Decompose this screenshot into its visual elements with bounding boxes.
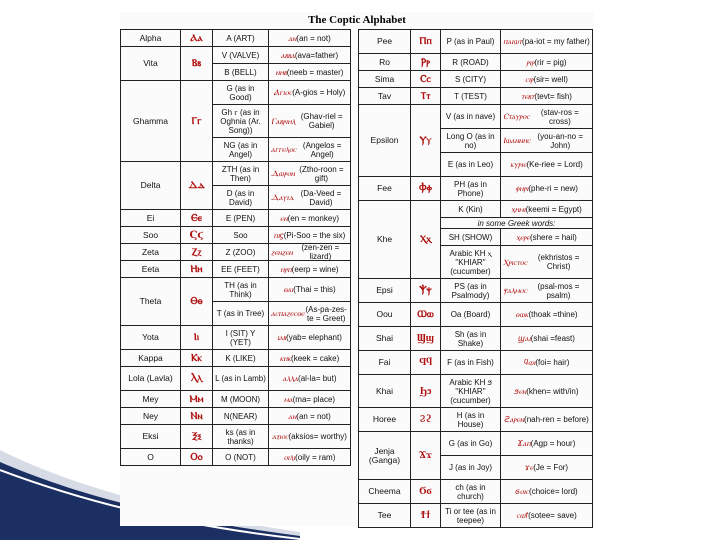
coptic-example-word: ⲯⲁⲗⲙⲟⲥ: [503, 286, 527, 295]
letter-name: Mey: [121, 391, 181, 408]
example-gloss: (Ghav-riel = Gabiel): [300, 112, 343, 130]
example-cell: [501, 129, 593, 153]
example-gloss: (foi= hair): [535, 358, 570, 367]
letter-name: Khai: [359, 375, 411, 408]
example-gloss: (As-pa-zes-te = Greet): [305, 304, 347, 323]
pronunciation-cell: K (Kin): [441, 201, 501, 218]
example-cell: [501, 88, 593, 105]
chart-title: The Coptic Alphabet: [308, 14, 406, 26]
coptic-example-word: ⲉⲛ: [280, 213, 288, 223]
example-cell: [269, 30, 351, 47]
coptic-letter-glyph: Ⲥⲥ: [411, 71, 441, 88]
example-gloss: (neeb = master): [286, 67, 344, 77]
pronunciation-cell: Z (ZOO): [213, 244, 269, 261]
coptic-example-word: ⲁⲛ: [288, 411, 297, 421]
coptic-letter-glyph: Ⲗⲗ: [181, 367, 213, 391]
coptic-example-word: Ⲅⲁⲃⲣⲓⲏⲗ: [271, 116, 296, 126]
example-gloss: (zen-zen = lizard): [301, 244, 340, 261]
coptic-letter-glyph: Ⲉⲉ: [181, 210, 213, 227]
example-cell: [269, 64, 351, 81]
example-cell: [501, 54, 593, 71]
letter-name: Yota: [121, 326, 181, 350]
example-cell: [269, 391, 351, 408]
pronunciation-cell: V (VALVE): [213, 47, 269, 64]
example-cell: [269, 449, 351, 466]
coptic-letter-glyph: Ⲇⲇ: [181, 162, 213, 210]
example-cell: [269, 210, 351, 227]
pronunciation-cell: R (ROAD): [441, 54, 501, 71]
alphabet-table-right: [358, 29, 593, 528]
coptic-letter-glyph: Ⲧⲧ: [411, 88, 441, 105]
pronunciation-cell: O (NOT): [213, 449, 269, 466]
example-cell: [269, 227, 351, 244]
coptic-example-word: ⲕⲩⲣⲓⲉ: [510, 160, 527, 169]
coptic-example-word: ⲁⲥⲡⲁⲍⲉⲥⲑⲉ: [271, 309, 305, 318]
pronunciation-cell: Soo: [213, 227, 269, 244]
pronunciation-cell: PS (as in Psalmody): [441, 279, 501, 303]
coptic-example-word: ⲑⲱⲕ: [515, 310, 529, 319]
example-gloss: (aksios= worthy): [288, 432, 347, 441]
example-cell: [501, 153, 593, 177]
example-gloss: (psal-mos = psalm): [537, 281, 580, 300]
example-gloss: (khen= with/in): [526, 386, 579, 396]
example-cell: [269, 105, 351, 138]
example-gloss: (rir = pig): [534, 57, 567, 67]
coptic-example-word: ⲕⲏⲕ: [279, 353, 292, 363]
letter-name: Pee: [359, 30, 411, 54]
letter-name: Kappa: [121, 350, 181, 367]
coptic-letter-glyph: Ϭϭ: [411, 480, 441, 504]
example-cell: [501, 279, 593, 303]
letter-name: Ei: [121, 210, 181, 227]
example-cell: [269, 186, 351, 210]
coptic-letter-glyph: Ϫϫ: [411, 432, 441, 480]
coptic-letter-glyph: Ⲝⲝ: [181, 425, 213, 449]
coptic-letter-glyph: Ϣϣ: [411, 327, 441, 351]
pronunciation-cell: I (SIT) Y (YET): [213, 326, 269, 350]
pronunciation-cell: K (LIKE): [213, 350, 269, 367]
coptic-letter-glyph: Ⲕⲕ: [181, 350, 213, 367]
example-gloss: (Angelos = Angel): [302, 140, 342, 159]
example-cell: [501, 105, 593, 129]
coptic-example-word: Ⲥⲧⲁⲩⲣⲟⲥ: [503, 112, 530, 121]
letter-name: Eksi: [121, 425, 181, 449]
example-cell: [269, 367, 351, 391]
coptic-example-word: ⲥⲓⲣ: [525, 74, 534, 84]
coptic-example-word: ⲁⲗⲗⲁ: [282, 374, 299, 383]
example-gloss: (Je = For): [533, 463, 569, 472]
example-cell: [501, 375, 593, 408]
coptic-example-word: Ⲭⲣⲓⲥⲧⲟⲥ: [503, 257, 528, 267]
example-gloss: (sotee= save): [528, 511, 577, 520]
example-cell: [501, 30, 593, 54]
pronunciation-cell: Arabic KH ϧ "KHIAR" (cucumber): [441, 375, 501, 408]
coptic-example-word: ⲁⲃⲃⲁ: [280, 50, 295, 60]
example-gloss: (ma= place): [292, 394, 336, 404]
example-gloss: (shai =feast): [530, 334, 575, 343]
coptic-example-word: Ⲇⲱⲣⲟⲛ: [271, 169, 295, 178]
pronunciation-cell: A (ART): [213, 30, 269, 47]
example-gloss: (Ztho-roon = gift): [299, 164, 344, 183]
coptic-letter-glyph: Ⲑⲑ: [181, 278, 213, 326]
letter-name: Oou: [359, 303, 411, 327]
coptic-letter-glyph: Ϥϥ: [411, 351, 441, 375]
pronunciation-cell: D (as in David): [213, 186, 269, 210]
pronunciation-cell: N(NEAR): [213, 408, 269, 425]
example-gloss: (Da-Veed = David): [300, 188, 342, 207]
coptic-example-word: ⲡⲁⲓⲱⲧ: [503, 37, 523, 46]
coptic-example-word: ϧⲉⲛ: [514, 386, 527, 396]
example-cell: [501, 177, 593, 201]
example-cell: [501, 303, 593, 327]
coptic-example-word: ⲑⲁⲓ: [283, 285, 294, 294]
coptic-example-word: ⲣⲓⲣ: [526, 57, 535, 67]
pronunciation-cell: P (as in Paul): [441, 30, 501, 54]
letter-name: Alpha: [121, 30, 181, 47]
example-cell: [501, 480, 593, 504]
example-gloss: (Agp = hour): [530, 439, 576, 448]
pronunciation-cell: ZTH (as in Then): [213, 162, 269, 186]
coptic-example-word: ⲭⲏⲙⲓ: [511, 204, 526, 214]
example-gloss: (tevt= fish): [534, 91, 572, 101]
usage-note: in some Greek words:: [441, 218, 593, 229]
letter-name: Epsi: [359, 279, 411, 303]
pronunciation-cell: Gh ⲅ (as in Oghnia (Ar. Song)): [213, 105, 269, 138]
coptic-example-word: Ⲇⲁⲩⲓⲇ: [271, 193, 294, 202]
coptic-letter-glyph: Ϧϧ: [411, 375, 441, 408]
example-cell: [269, 138, 351, 162]
example-gloss: (sir= well): [533, 74, 568, 84]
pronunciation-cell: PH (as in Phone): [441, 177, 501, 201]
coptic-example-word: ⲁⲛ: [288, 33, 297, 43]
coptic-letter-glyph: Ⲏⲏ: [181, 261, 213, 278]
example-cell: [501, 71, 593, 88]
letter-name: Lola (Lavla): [121, 367, 181, 391]
example-cell: [269, 302, 351, 326]
example-gloss: (an = not): [296, 411, 331, 421]
coptic-example-word: ϣⲁⲓ: [518, 334, 531, 343]
letter-name: Epsilon: [359, 105, 411, 177]
letter-name: Khe: [359, 201, 411, 279]
example-gloss: (oily = ram): [295, 452, 336, 462]
example-gloss: (keemi = Egypt): [525, 204, 582, 214]
example-cell: [501, 246, 593, 279]
coptic-example-word: Ϫⲁⲡ: [517, 439, 531, 448]
letter-name: O: [121, 449, 181, 466]
letter-name: Tav: [359, 88, 411, 105]
example-cell: [501, 351, 593, 375]
pronunciation-cell: T (TEST): [441, 88, 501, 105]
letter-name: Shai: [359, 327, 411, 351]
pronunciation-cell: Oa (Board): [441, 303, 501, 327]
letter-name: Vita: [121, 47, 181, 81]
coptic-letter-glyph: Ⲣⲣ: [411, 54, 441, 71]
example-gloss: (Pi-Soo = the six): [283, 230, 346, 240]
pronunciation-cell: V (as in nave): [441, 105, 501, 129]
example-gloss: (you-an-no = John): [537, 131, 583, 150]
pronunciation-cell: T (as in Tree): [213, 302, 269, 326]
letter-name: Ro: [359, 54, 411, 71]
example-gloss: (choice= lord): [529, 487, 578, 496]
coptic-example-word: ⲭⲉⲣⲉ: [516, 232, 530, 242]
coptic-example-word: ⲫⲏⲣⲓ: [515, 184, 529, 193]
letter-name: Eeta: [121, 261, 181, 278]
coptic-example-word: ϩⲁⲣⲉⲛ: [504, 415, 525, 424]
example-gloss: (yab= elephant): [286, 333, 342, 342]
example-gloss: (pa-iot = my father): [522, 37, 590, 46]
example-cell: [269, 350, 351, 367]
pronunciation-cell: Arabic KH ⲭ "KHIAR" (cucumber): [441, 246, 501, 279]
example-cell: [501, 456, 593, 480]
pronunciation-cell: F (as in Fish): [441, 351, 501, 375]
letter-name: Soo: [121, 227, 181, 244]
letter-name: Sima: [359, 71, 411, 88]
example-cell: [501, 408, 593, 432]
pronunciation-cell: H (as in House): [441, 408, 501, 432]
pronunciation-cell: ch (as in church): [441, 480, 501, 504]
coptic-example-word: ⲓⲁⲃ: [277, 333, 287, 342]
coptic-example-word: ⲁⲝⲓⲟⲥ: [272, 432, 289, 441]
example-cell: [269, 47, 351, 64]
coptic-example-word: Ⲁⲅⲓⲟⲥ: [273, 88, 293, 97]
example-cell: [269, 81, 351, 105]
coptic-letter-glyph: Ⲛⲛ: [181, 408, 213, 425]
coptic-letter-glyph: Ϩϩ: [411, 408, 441, 432]
example-cell: [501, 229, 593, 246]
coptic-letter-glyph: Ⲟⲟ: [181, 449, 213, 466]
pronunciation-cell: M (MOON): [213, 391, 269, 408]
example-gloss: (al-la= but): [298, 374, 337, 383]
pronunciation-cell: EE (FEET): [213, 261, 269, 278]
example-cell: [269, 408, 351, 425]
coptic-example-word: ⲛⲏⲃ: [275, 67, 287, 77]
example-cell: [269, 162, 351, 186]
coptic-letter-glyph: Ⲡⲡ: [411, 30, 441, 54]
pronunciation-cell: SH (SHOW): [441, 229, 501, 246]
example-gloss: (en = monkey): [287, 213, 339, 223]
pronunciation-cell: NG (as in Angel): [213, 138, 269, 162]
pronunciation-cell: B (BELL): [213, 64, 269, 81]
pronunciation-cell: G (as in Go): [441, 432, 501, 456]
letter-name: Horee: [359, 408, 411, 432]
coptic-letter-glyph: Ⲙⲙ: [181, 391, 213, 408]
pronunciation-cell: TH (as in Think): [213, 278, 269, 302]
example-gloss: (ekhristos = Christ): [537, 253, 580, 271]
letter-name: Fee: [359, 177, 411, 201]
example-gloss: (nah-ren = before): [524, 415, 589, 424]
pronunciation-cell: J (as in Joy): [441, 456, 501, 480]
coptic-letter-glyph: Ⲁⲁ: [181, 30, 213, 47]
letter-name: Zeta: [121, 244, 181, 261]
pronunciation-cell: Sh (as in Shake): [441, 327, 501, 351]
coptic-example-word: ⲟⲓⲗⲓ: [283, 452, 296, 462]
coptic-letter-glyph: Ϯϯ: [411, 504, 441, 528]
example-gloss: (Ke-riee = Lord): [526, 160, 583, 169]
example-gloss: (A-gios = Holy): [292, 88, 346, 97]
coptic-example-word: ⲧⲉⲃⲧ: [521, 91, 535, 101]
coptic-example-word: ⲥⲱϯ: [516, 511, 529, 520]
coptic-example-word: ϥⲱⲓ: [523, 358, 536, 367]
example-cell: [269, 326, 351, 350]
pronunciation-cell: S (CITY): [441, 71, 501, 88]
example-cell: [269, 278, 351, 302]
coptic-letter-glyph: Ϛϛ: [181, 227, 213, 244]
example-gloss: (eerp = wine): [291, 264, 339, 274]
coptic-letter-glyph: Ⲱⲱ: [411, 303, 441, 327]
alphabet-table-left: [120, 29, 351, 466]
coptic-letter-glyph: Ⲫⲫ: [411, 177, 441, 201]
coptic-example-word: ϭⲟⲓⲥ: [515, 487, 530, 496]
example-cell: [501, 504, 593, 528]
example-gloss: (an = not): [296, 33, 331, 43]
pronunciation-cell: E (PEN): [213, 210, 269, 227]
letter-name: Theta: [121, 278, 181, 326]
pronunciation-cell: ks (as in thanks): [213, 425, 269, 449]
coptic-example-word: ⲙⲁ: [283, 394, 293, 404]
pronunciation-cell: E (as in Leo): [441, 153, 501, 177]
letter-name: Tee: [359, 504, 411, 528]
example-gloss: (shere = hail): [529, 232, 577, 242]
coptic-letter-glyph: Ⲩⲩ: [411, 105, 441, 177]
example-cell: [269, 244, 351, 261]
coptic-example-word: Ⲓⲱⲁⲛⲛⲏⲥ: [503, 136, 531, 145]
example-cell: [269, 425, 351, 449]
letter-name: Jenja (Ganga): [359, 432, 411, 480]
example-gloss: (ava=father): [294, 50, 339, 60]
coptic-letter-glyph: Ⲭⲭ: [411, 201, 441, 279]
example-gloss: (stav-ros = cross): [540, 107, 579, 126]
pronunciation-cell: Long O (as in no): [441, 129, 501, 153]
letter-name: Ney: [121, 408, 181, 425]
pronunciation-cell: G (as in Good): [213, 81, 269, 105]
example-gloss: (thoak =thine): [528, 310, 578, 319]
example-cell: [501, 201, 593, 218]
pronunciation-cell: L (as in Lamb): [213, 367, 269, 391]
example-gloss: (phe-ri = new): [528, 184, 578, 193]
letter-name: Ghamma: [121, 81, 181, 162]
coptic-letter-glyph: Ⲅⲅ: [181, 81, 213, 162]
example-cell: [501, 432, 593, 456]
pronunciation-cell: Ti or tee (as in teepee): [441, 504, 501, 528]
coptic-letter-glyph: Ⲍⲍ: [181, 244, 213, 261]
example-cell: [269, 261, 351, 278]
coptic-example-word: ϫⲉ: [524, 463, 534, 472]
coptic-example-word: ⲍⲉⲛⲍⲉⲛ: [271, 247, 293, 257]
coptic-example-word: ⲏⲣⲡ: [280, 264, 292, 274]
letter-name: Fai: [359, 351, 411, 375]
example-gloss: (keek = cake): [291, 353, 340, 363]
coptic-letter-glyph: Ⲯⲯ: [411, 279, 441, 303]
coptic-example-word: ⲡⲓϛ: [273, 230, 284, 240]
coptic-alphabet-chart: [120, 12, 594, 526]
example-cell: [501, 327, 593, 351]
letter-name: Cheema: [359, 480, 411, 504]
coptic-example-word: ⲁⲅⲅⲉⲗⲟⲥ: [271, 145, 297, 154]
letter-name: Delta: [121, 162, 181, 210]
coptic-letter-glyph: Ⲃⲃ: [181, 47, 213, 81]
coptic-letter-glyph: Ⲓⲓ: [181, 326, 213, 350]
example-gloss: (Thai = this): [293, 285, 336, 294]
